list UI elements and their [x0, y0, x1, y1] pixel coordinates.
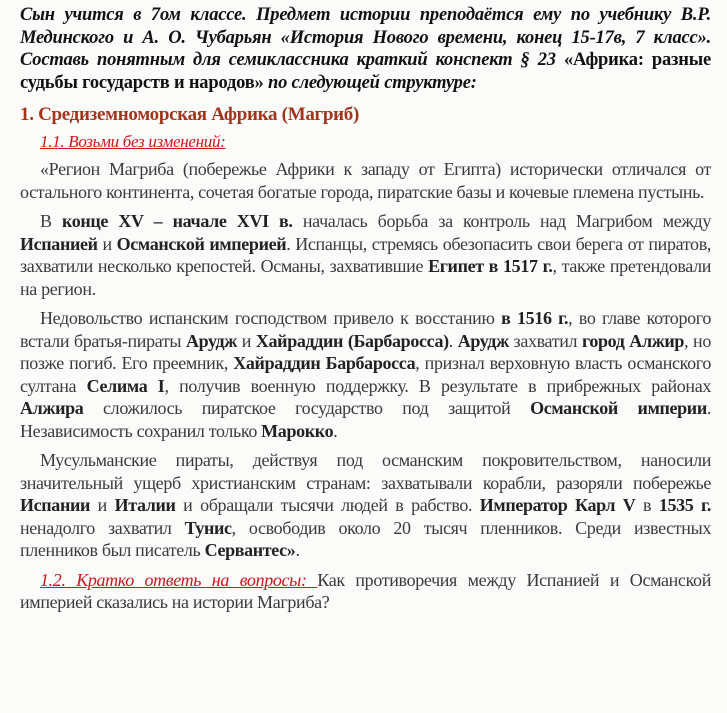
bold-term: Испании	[20, 495, 91, 515]
text-run: «Регион Магриба (побережье Африки к западу от Египта) исторически отличался от остального континента, сочетая богатые города, пиратские базы и кочевые племена пустынь.	[20, 159, 711, 202]
question-text: Как противоречия между Испанией и Османской империей сказались на истории Магриба?	[20, 569, 711, 612]
section-body	[20, 158, 711, 562]
text-run: Недовольство испанским господством привело к восстанию	[40, 308, 502, 328]
bold-term: Италии	[114, 495, 176, 515]
text-run: захватил	[508, 330, 582, 351]
subsection-label: 1.1. Возьми без изменений:	[40, 132, 226, 151]
text-run: и обращали тысячи людей в рабство.	[175, 495, 480, 515]
text-run: ненадолго захватил	[20, 517, 185, 538]
text-run: , также претендовали на регион.	[20, 256, 711, 299]
bold-term: Император Карл V	[479, 495, 636, 515]
question-label: 1.2. Кратко ответь на вопросы:	[40, 569, 318, 590]
text-run: и	[90, 495, 115, 515]
bold-term: в 1516 г.	[501, 308, 569, 328]
body-paragraph	[20, 210, 711, 300]
bold-term: Хайраддин Барбаросса	[233, 353, 416, 373]
text-run: .	[295, 540, 300, 560]
bold-term: конце XV – начале XVI в.	[61, 211, 293, 231]
text-run: и	[97, 233, 117, 254]
text-run: , но позже погиб. Его преемник,	[20, 330, 711, 373]
bold-term: Османской империей	[116, 233, 287, 254]
text-run: Мусульманские пираты, действуя под османским покровительством, наносили значительный ущерб христианским странам: захватывали корабли, разоряли побережье	[20, 450, 711, 493]
bold-term: Селима I	[86, 375, 165, 396]
text-run: началась борьба за контроль над Магрибом между	[292, 211, 711, 231]
bold-term: Хайраддин (Барбаросса)	[255, 330, 449, 351]
bold-term: Египет в 1517 г.	[428, 256, 553, 276]
question-paragraph	[20, 569, 711, 614]
bold-term: Османской империи	[530, 398, 707, 418]
body-paragraph	[20, 307, 711, 442]
text-run: и	[237, 330, 256, 351]
bold-term: Марокко	[261, 420, 334, 441]
prompt-topic: «Африка: разные судьбы государств и народов»	[20, 50, 711, 93]
text-run: в	[635, 495, 659, 515]
bold-term: Сервантес»	[204, 540, 296, 560]
prompt-intro	[20, 4, 711, 94]
text-run: , получив военную поддержку. В результате в прибрежных районах	[164, 375, 711, 396]
text-run: .	[333, 420, 338, 441]
bold-term: Арудж	[457, 330, 509, 351]
prompt-lead: Сын учится в 7ом классе. Предмет истории преподаётся ему по учебнику В.Р. Мединского и А. О. Чубарьян «История Нового времени, конец 15-17в, 7 класс». Составь понятным для семиклассника краткий конспект § 23	[20, 5, 711, 70]
bold-term: Тунис	[184, 517, 232, 538]
text-run: . Независимость сохранил только	[20, 398, 711, 441]
prompt-tail: по следующей структуре:	[263, 72, 477, 93]
bold-term: Испанией	[20, 233, 98, 254]
bold-term: город Алжир	[581, 330, 685, 351]
text-run: .	[448, 330, 458, 351]
body-paragraph	[20, 449, 711, 562]
text-run: , во главе которого встали братья-пираты	[20, 308, 711, 351]
bold-term: Алжира	[20, 398, 84, 418]
bold-term: Арудж	[185, 330, 237, 351]
text-run: сложилось пиратское государство под защитой	[83, 398, 531, 418]
section-heading: 1. Средиземноморская Африка (Магриб)	[20, 104, 360, 125]
text-run: , признал верховную власть османского султана	[20, 353, 711, 396]
text-run: , освободив около 20 тысяч пленников. Среди известных пленников был писатель	[20, 517, 711, 560]
body-paragraph	[20, 158, 711, 203]
bold-term: 1535 г.	[658, 495, 711, 515]
text-run: В	[40, 211, 62, 231]
text-run: . Испанцы, стремясь обезопасить свои берега от пиратов, захватили несколько крепостей. Османы, захватившие	[20, 233, 711, 276]
